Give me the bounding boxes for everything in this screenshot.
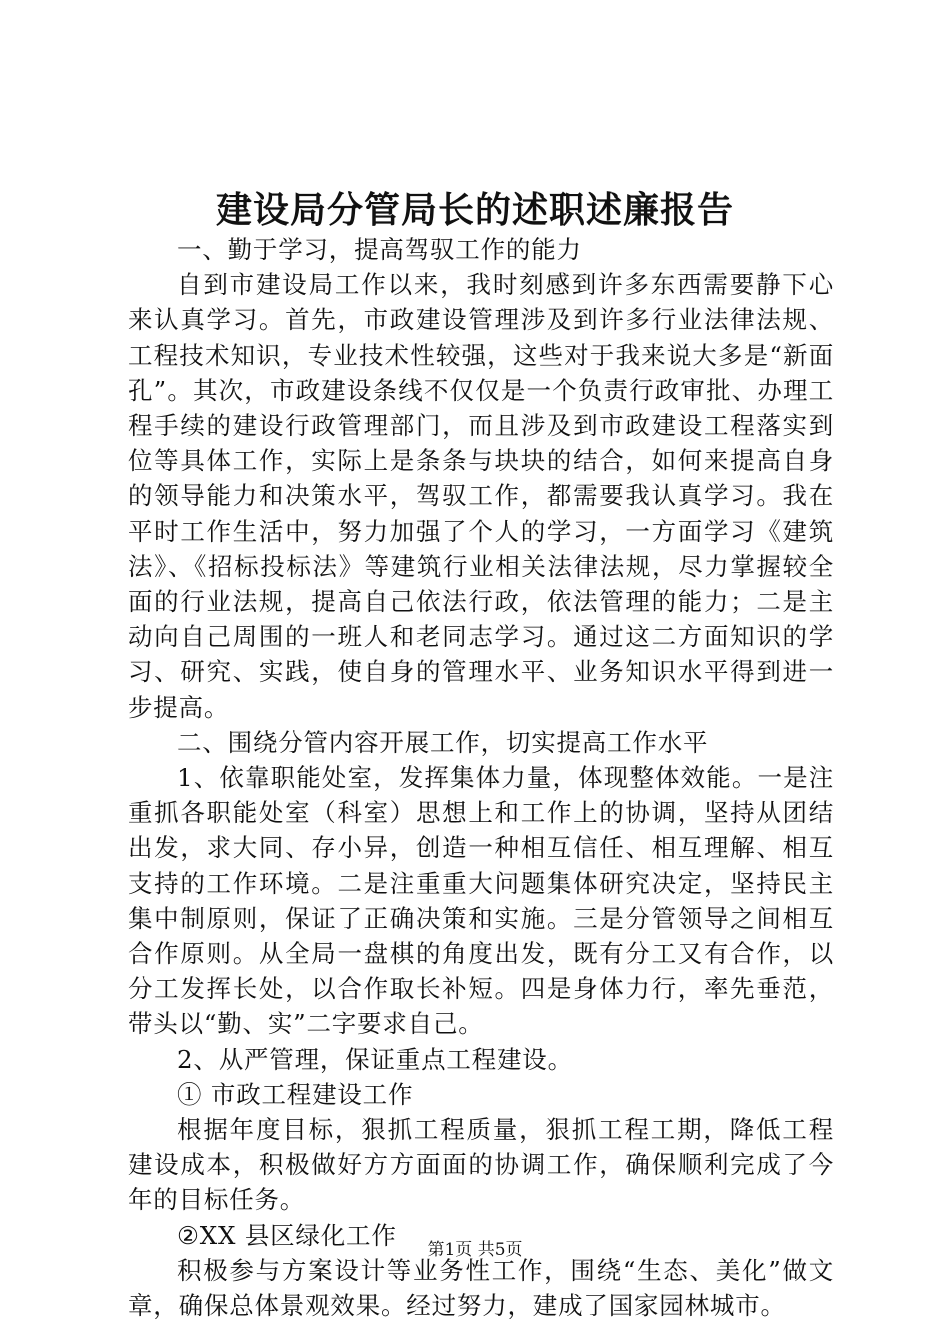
subheading-municipal-works: ① 市政工程建设工作 — [177, 1079, 414, 1109]
page-footer: 第1页 共5页 — [427, 1240, 523, 1260]
paragraph-departments: 1、依靠职能处室，发挥集体力量，体现整体效能。一是注重抓各职能处室（科室）思想上和工作上的协调，坚持从团结出发，求大同、存小异，创造一种相互信任、相互理解、相互支持的工作环境。二是注重重大问题集体研究决定，坚持民主集中制原则，保证了正确决策和实施。三是分管领导之间相互合作原则。从全局一盘棋的角度出发，既有分工又有合作，以分工发挥长处，以合作取长补短。四是身体力行，率先垂范，带头以“勤、实”二字要求自己。 — [128, 763, 834, 1039]
document-body — [128, 232, 834, 1323]
paragraph-municipal-works: 根据年度目标，狠抓工程质量，狠抓工程工期，降低工程建设成本，积极做好方方面面的协调工作，确保顺利完成了今年的目标任务。 — [128, 1115, 834, 1215]
section-heading-2: 二、围绕分管内容开展工作，切实提高工作水平 — [177, 727, 709, 757]
subheading-greening: ②XX 县区绿化工作 — [177, 1220, 397, 1250]
paragraph-greening: 积极参与方案设计等业务性工作，围绕“生态、美化”做文章，确保总体景观效果。经过努力，建成了国家园林城市。 — [128, 1255, 834, 1321]
section-heading-1: 一、勤于学习，提高驾驭工作的能力 — [177, 235, 582, 264]
paragraph-study: 自到市建设局工作以来，我时刻感到许多东西需要静下心来认真学习。首先，市政建设管理涉及到许多行业法律法规、工程技术知识，专业技术性较强，这些对于我来说大多是“新面孔”。其次，市政建设条线不仅仅是一个负责行政审批、办理工程手续的建设行政管理部门，而且涉及到市政建设工程落实到位等具体工作，实际上是条条与块块的结合，如何来提高自身的领导能力和决策水平，驾驭工作，都需要我认真学习。我在平时工作生活中，努力加强了个人的学习，一方面学习《建筑法》、《招标投标法》等建筑行业相关法律法规，尽力掌握较全面的行业法规，提高自己依法行政，依法管理的能力；二是主动向自己周围的一班人和老同志学习。通过这二方面知识的学习、研究、实践，使自身的管理水平、业务知识水平得到进一步提高。 — [128, 270, 834, 722]
subheading-management: 2、从严管理，保证重点工程建设。 — [177, 1044, 573, 1074]
document-title: 建设局分管局长的述职述廉报告 — [215, 189, 734, 231]
